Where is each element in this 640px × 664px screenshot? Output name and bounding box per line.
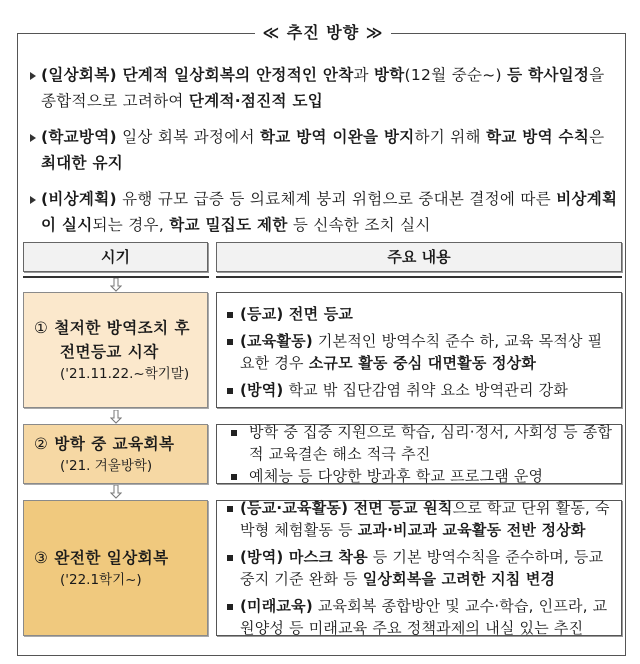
content-item [227, 421, 613, 465]
text-segment: 과 [353, 66, 374, 84]
text-segment: 등 기본 방역수칙을 준수하며, 등교 중지 기준 완화 등 [240, 548, 604, 588]
direction-text [41, 66, 604, 110]
direction-item [30, 124, 620, 176]
stage-title [34, 316, 207, 364]
text-segment: 일상회복을 고려한 지침 변경 [362, 570, 556, 588]
stage-period: ('22.1학기~) [60, 572, 142, 588]
stage-period: ('21. 겨울방학) [60, 458, 153, 474]
text-segment: 을 종합적으로 고려하여 [41, 66, 605, 110]
text-segment: 등 학사일정 [507, 66, 590, 84]
triangle-bullet-icon [30, 196, 36, 204]
text-segment: 방학 중 집중 지원으로 학습, 심리·정서, 사회성 등 종합적 교육결손 해소 적극 추진 [249, 423, 613, 463]
stage-title-line2: 전면등교 시작 [60, 343, 159, 361]
text-segment: (미래교육) [240, 597, 313, 615]
square-bullet-icon [227, 388, 233, 394]
direction-text [41, 128, 604, 172]
text-segment: 일상 회복 과정에서 [116, 128, 260, 146]
content-item [227, 497, 613, 541]
direction-tag: (학교방역) [41, 128, 117, 146]
header-content: 주요 내용 [216, 242, 622, 272]
text-segment: 으로 학교 단위 활동, 숙박형 체험활동 등 [240, 499, 610, 539]
header-period: 시기 [23, 242, 208, 272]
stage-1-content [216, 292, 622, 408]
direction-tag: (비상계획) [41, 190, 117, 208]
stage-title-line1: 완전한 일상회복 [54, 549, 169, 567]
stage-number: ② [34, 435, 49, 453]
stage-3-content [216, 500, 622, 636]
text-segment: 단계적·점진적 도입 [188, 92, 323, 110]
text-segment: (등교·교육활동) [240, 499, 349, 517]
down-arrow-icon [110, 410, 122, 424]
directions-list [30, 62, 620, 248]
text-segment: 학교 방역 이완을 방지 [259, 128, 415, 146]
square-bullet-icon [231, 430, 237, 436]
text-segment: 기본적인 방역수칙 준수 하, 교육 목적상 필요한 경우 [240, 332, 603, 372]
stage-title-line1: 철저한 방역조치 후 [54, 319, 190, 337]
text-segment: 학교 밀집도 제한 [169, 216, 288, 234]
direction-text [41, 190, 617, 234]
stage-number: ① [34, 319, 49, 337]
stage-title-line1: 방학 중 교육회복 [54, 435, 175, 453]
square-bullet-icon [227, 604, 233, 610]
text-segment: (교육활동) [240, 332, 313, 350]
down-arrow-icon [110, 485, 122, 499]
text-segment: 예체능 등 다양한 방과후 학교 프로그램 운영 [249, 467, 544, 485]
text-segment: 학교 밖 집단감염 취약 요소 방역관리 강화 [283, 381, 569, 399]
content-item [227, 595, 613, 639]
triangle-bullet-icon [30, 134, 36, 142]
square-bullet-icon [227, 506, 233, 512]
stage-period: ('21.11.22.~학기말) [60, 366, 190, 382]
content-item [227, 330, 613, 374]
stage-title [34, 432, 207, 456]
square-bullet-icon [227, 339, 233, 345]
text-segment: 등 신속한 조치 실시 [287, 216, 431, 234]
text-segment: 비상계획이 실시 [41, 190, 618, 234]
text-segment: 단계적 일상회복의 안정적인 안착 [116, 66, 354, 84]
square-bullet-icon [231, 474, 237, 480]
content-item [227, 379, 613, 401]
down-arrow-icon [110, 278, 122, 292]
text-segment: 하기 위해 [414, 128, 487, 146]
text-segment: 전면 등교 원칙 [348, 499, 453, 517]
stage-1-box [23, 292, 208, 408]
direction-item [30, 62, 620, 114]
direction-tag: (일상회복) [41, 66, 117, 84]
triangle-bullet-icon [30, 72, 36, 80]
content-item [227, 303, 613, 325]
text-segment: (12월 중순~) [404, 66, 508, 84]
stage-title [34, 546, 207, 570]
content-item [227, 465, 613, 487]
text-segment: 교과·비교과 교육활동 전반 정상화 [357, 521, 586, 539]
stage-2-box [23, 424, 208, 484]
text-segment: 방학 [374, 66, 405, 84]
text-segment: (방역) [240, 381, 284, 399]
stage-2-content [216, 424, 622, 484]
text-segment: 학교 방역 수칙 [486, 128, 590, 146]
square-bullet-icon [227, 555, 233, 561]
text-segment: 최대한 유지 [41, 154, 124, 172]
text-segment: 은 [589, 128, 605, 146]
stage-3-box [23, 500, 208, 636]
direction-item [30, 186, 620, 238]
text-segment: (방역) [240, 548, 284, 566]
header-divider [216, 276, 622, 278]
text-segment: 교육회복 종합방안 및 교수·학습, 인프라, 교원양성 등 미래교육 주요 정책과제의 내실 있는 추진 [240, 597, 608, 637]
stage-number: ③ [34, 549, 49, 567]
text-segment: 마스크 착용 [283, 548, 368, 566]
frame-title: ≪ 추진 방향 ≫ [255, 21, 391, 45]
text-segment: 되는 경우, [92, 216, 170, 234]
text-segment: 전면 등교 [283, 305, 354, 323]
text-segment: 소규모 활동 중심 대면활동 정상화 [308, 354, 537, 372]
content-item [227, 546, 613, 590]
square-bullet-icon [227, 312, 233, 318]
text-segment: 유행 규모 급증 등 의료체계 붕괴 위험으로 중대본 결정에 따른 [116, 190, 557, 208]
text-segment: (등교) [240, 305, 284, 323]
